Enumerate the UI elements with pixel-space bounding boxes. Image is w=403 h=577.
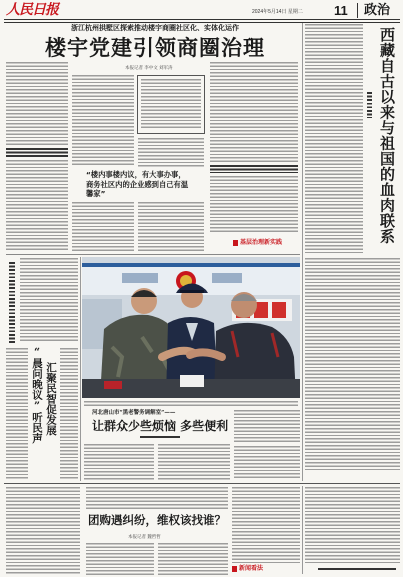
lead-pull-quote: “楼内事楼内议，有大事办事，商务社区内的企业感到自己有温馨家” bbox=[86, 170, 192, 199]
badge-mark-icon bbox=[233, 240, 238, 246]
bottom-column-badge-label: 新闻看法 bbox=[239, 565, 264, 572]
lead-body-col3b bbox=[138, 202, 204, 252]
issue-date: 2024年5月14日 星期二 bbox=[252, 9, 303, 15]
lead-column-badge-label: 基层治理新实践 bbox=[240, 239, 283, 246]
bottom-body-b bbox=[86, 543, 154, 575]
lead-body-col1b bbox=[6, 160, 68, 252]
lead-subhead-1 bbox=[6, 148, 68, 157]
lead-kicker: 浙江杭州拱墅区探索推动楼宇商圈社区化、实体化运作 bbox=[71, 23, 239, 32]
right-body-bottom bbox=[305, 258, 400, 470]
lead-body-col4b bbox=[210, 176, 298, 234]
left-lower-headline-1: “晨问晚议”听民声 bbox=[31, 346, 43, 444]
page-editor-credit bbox=[318, 568, 396, 571]
lead-subhead-2 bbox=[210, 165, 298, 173]
column-divider-bottom bbox=[302, 486, 303, 574]
bottom-body-top bbox=[86, 487, 228, 509]
photo-article-kicker: 河北唐山市“黑老警务调解室”—— bbox=[92, 410, 176, 416]
lead-body-col2a bbox=[72, 75, 134, 167]
right-headline: 西藏自古以来与祖国的血肉联系 bbox=[378, 27, 396, 244]
right-body-top bbox=[305, 24, 363, 254]
photo-article-body-a bbox=[234, 410, 300, 442]
right-author bbox=[367, 92, 372, 118]
masthead-rule bbox=[4, 19, 400, 20]
bottom-headline: 团购遇纠纷，维权该找谁？ bbox=[88, 513, 226, 527]
bottom-column-badge bbox=[232, 565, 263, 573]
column-divider-left bbox=[80, 257, 81, 481]
column-divider-right bbox=[302, 23, 303, 481]
left-lower-kicker bbox=[9, 262, 15, 344]
badge-mark-icon bbox=[232, 566, 237, 572]
bottom-byline: 本报记者 魏哲哲 bbox=[128, 534, 161, 539]
lead-body-col1a bbox=[6, 62, 68, 146]
left-lower-headline-2: 汇聚民智促发展 bbox=[45, 362, 57, 436]
lead-body-col3a bbox=[138, 138, 204, 167]
photo-caption bbox=[84, 401, 298, 407]
bottom-body-c bbox=[158, 543, 228, 575]
photo-article-body-c bbox=[158, 444, 230, 480]
section-divider-2 bbox=[4, 483, 400, 484]
news-photo bbox=[82, 257, 300, 398]
left-lower-body-left bbox=[6, 348, 28, 480]
lead-byline: 本报记者 李中文 刘军涛 bbox=[125, 65, 173, 70]
photo-article-body-d bbox=[234, 446, 300, 480]
page-number: 11 bbox=[334, 3, 348, 18]
left-lower-body-top bbox=[20, 258, 78, 342]
photo-article-body-b bbox=[84, 444, 154, 480]
photo-article-byline bbox=[140, 436, 180, 439]
bottom-body-left bbox=[6, 487, 80, 575]
photo-article-headline: 让群众少些烦恼 多些便利 bbox=[92, 419, 229, 433]
bottom-body-right bbox=[305, 487, 400, 563]
lead-body-col2b bbox=[72, 202, 134, 252]
bottom-body-d bbox=[232, 487, 300, 563]
lead-column-badge bbox=[233, 239, 282, 247]
masthead-logo: 人民日报 bbox=[6, 2, 58, 18]
lead-intro-text bbox=[141, 79, 201, 130]
left-lower-body-right bbox=[60, 348, 78, 480]
lead-headline: 楼宇党建引领商圈治理 bbox=[45, 36, 265, 60]
photo-illustration bbox=[82, 257, 300, 398]
lead-intro-box bbox=[137, 75, 205, 134]
section-name: 政治 bbox=[357, 3, 390, 18]
section-divider-1 bbox=[6, 254, 300, 255]
lead-body-col4a bbox=[210, 62, 298, 162]
